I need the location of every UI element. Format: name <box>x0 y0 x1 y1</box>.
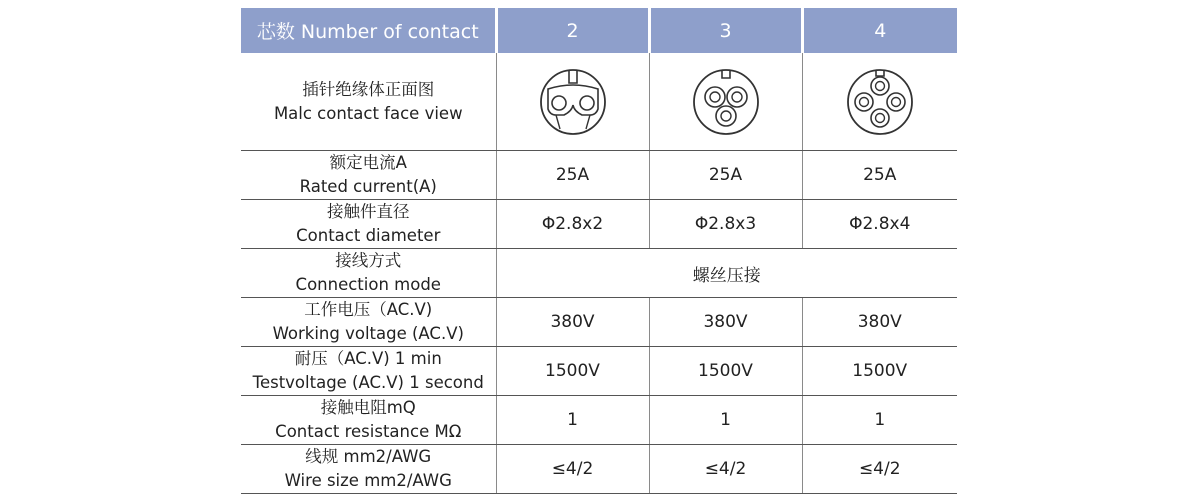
label-en: Connection mode <box>295 275 441 294</box>
label-zh: 插针绝缘体正面图 <box>302 79 435 99</box>
row-wire-size <box>241 445 957 494</box>
cell-value: 1500V <box>649 347 802 396</box>
row-working-voltage <box>241 298 957 347</box>
label-zh: 接触件直径 <box>327 202 410 221</box>
row-connection-mode <box>241 249 957 298</box>
face-view-4pin <box>802 53 957 151</box>
face-view-2pin <box>496 53 649 151</box>
face-view-3pin <box>649 53 802 151</box>
cell-value: 380V <box>802 298 957 347</box>
label-zh: 接触电阻mQ <box>320 398 416 417</box>
label-en: Malc contact face view <box>273 103 463 123</box>
row-rated-current <box>241 151 957 200</box>
row-contact-diameter <box>241 200 957 249</box>
label-en: Testvoltage (AC.V) 1 second <box>252 373 484 392</box>
header-row <box>241 8 957 53</box>
row-label <box>241 249 496 298</box>
label-en: Working voltage (AC.V) <box>272 324 464 343</box>
cell-value: 1 <box>802 396 957 445</box>
header-count-4: 4 <box>802 8 957 53</box>
label-zh: 线规 mm2/AWG <box>305 447 432 466</box>
label-en: Contact resistance MΩ <box>275 422 462 441</box>
row-label <box>241 151 496 200</box>
cell-value: 1500V <box>496 347 649 396</box>
cell-value: 380V <box>649 298 802 347</box>
face-4pin-icon <box>845 67 915 137</box>
face-3pin-icon <box>691 67 761 137</box>
header-count-3: 3 <box>649 8 802 53</box>
row-label <box>241 347 496 396</box>
header-count-2: 2 <box>496 8 649 53</box>
row-label <box>241 53 496 151</box>
label-zh: 额定电流A <box>329 153 407 172</box>
cell-value: 25A <box>496 151 649 200</box>
cell-value: 25A <box>649 151 802 200</box>
label-zh: 工作电压（AC.V) <box>304 300 433 319</box>
label-zh: 接线方式 <box>335 251 402 270</box>
row-face-view <box>241 53 957 151</box>
row-label <box>241 445 496 494</box>
cell-value: 1500V <box>802 347 957 396</box>
face-2pin-icon <box>538 67 608 137</box>
row-label <box>241 200 496 249</box>
row-label <box>241 396 496 445</box>
header-label: 芯数 Number of contact <box>241 8 496 53</box>
cell-value: Φ2.8x4 <box>802 200 957 249</box>
connection-mode-value: 螺丝压接 <box>496 249 957 298</box>
cell-value: ≤4/2 <box>496 445 649 494</box>
label-zh: 耐压（AC.V) 1 min <box>294 349 442 368</box>
row-test-voltage <box>241 347 957 396</box>
cell-value: ≤4/2 <box>649 445 802 494</box>
spec-table <box>241 8 957 494</box>
cell-value: ≤4/2 <box>802 445 957 494</box>
label-en: Wire size mm2/AWG <box>284 471 452 490</box>
label-en: Rated current(A) <box>299 177 437 196</box>
cell-value: Φ2.8x2 <box>496 200 649 249</box>
cell-value: 1 <box>649 396 802 445</box>
cell-value: 1 <box>496 396 649 445</box>
label-en: Contact diameter <box>296 226 441 245</box>
cell-value: Φ2.8x3 <box>649 200 802 249</box>
row-contact-resistance <box>241 396 957 445</box>
cell-value: 380V <box>496 298 649 347</box>
row-label <box>241 298 496 347</box>
cell-value: 25A <box>802 151 957 200</box>
